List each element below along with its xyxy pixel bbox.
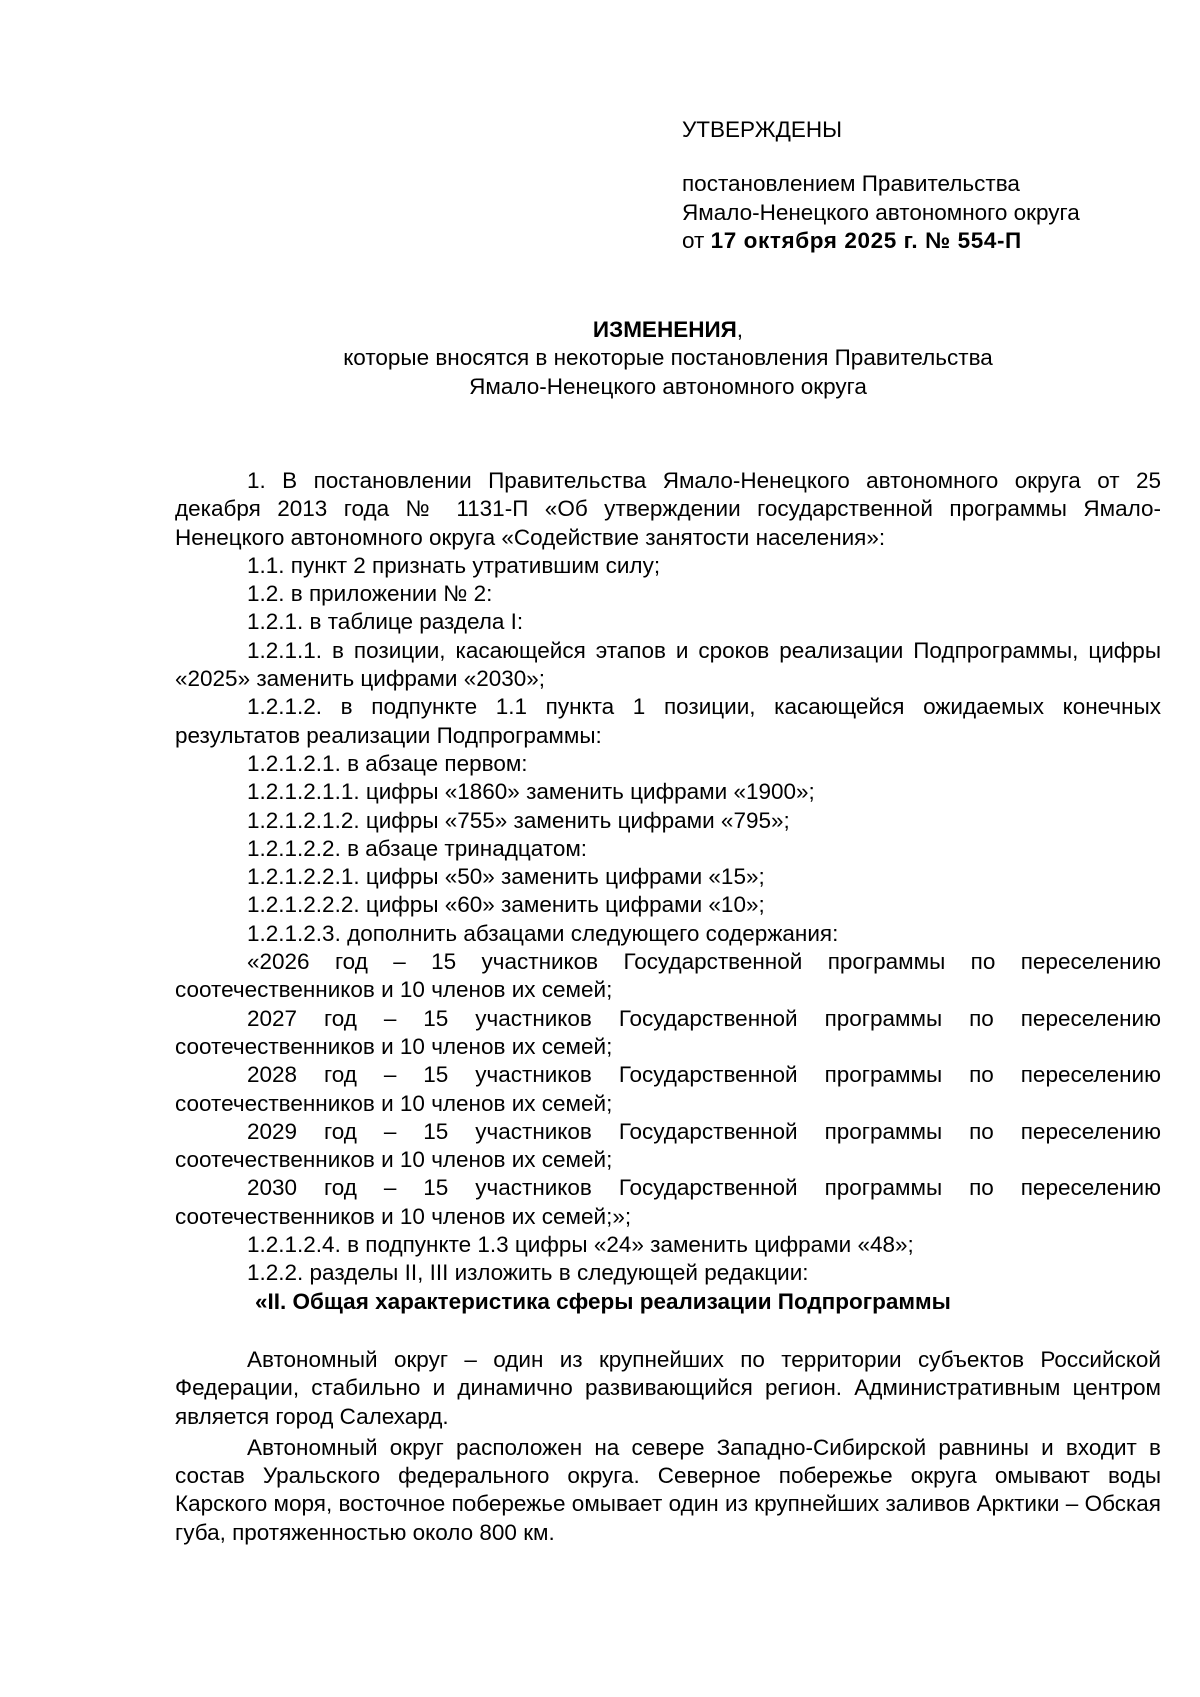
paragraph: 2030 год – 15 участников Государственной программы по переселению соотечественников и 10 членов их семей;»; <box>175 1175 1161 1229</box>
paragraph: 1.2.1.2. в подпункте 1.1 пункта 1 позиции, касающейся ожидаемых конечных результатов реализации Подпрограммы: <box>175 694 1161 748</box>
spacer <box>175 1316 1161 1346</box>
section-heading: «II. Общая характеристика сферы реализации Подпрограммы <box>255 1288 951 1314</box>
approval-prefix: от <box>682 227 705 253</box>
paragraph: 1.2.1.2.1. в абзаце первом: <box>247 750 528 776</box>
document-title <box>175 316 1161 401</box>
paragraph: 1.2.1.2.2.1. цифры «50» заменить цифрами «15»; <box>247 864 765 890</box>
document-body <box>175 467 1161 1547</box>
approval-heading: УТВЕРЖДЕНЫ <box>682 117 842 142</box>
section-paragraph: Автономный округ расположен на севере Западно-Сибирской равнины и входит в состав Уральского федерального округа. Северное побережье округа омывают воды Карского моря, восточное побережье омывает один из крупнейших заливов Арктики – Обская губа, протяженностью около 800 км. <box>175 1434 1161 1545</box>
approval-line-2: Ямало-Ненецкого автономного округа <box>682 199 1080 225</box>
paragraph: 1.2.2. разделы II, III изложить в следующей редакции: <box>247 1260 809 1286</box>
paragraph: 1. В постановлении Правительства Ямало-Ненецкого автономного округа от 25 декабря 2013 года № 1131-П «Об утверждении государственной программы Ямало-Ненецкого автономного округа «Содействие занятости населения»: <box>175 468 1161 550</box>
paragraph: 1.2.1.2.1.2. цифры «755» заменить цифрами «795»; <box>247 807 790 833</box>
title-subtitle-2: Ямало-Ненецкого автономного округа <box>469 373 867 399</box>
approval-line-1: постановлением Правительства <box>682 171 1020 197</box>
paragraph: 1.2.1.2.1.1. цифры «1860» заменить цифрами «1900»; <box>247 779 815 805</box>
approval-block <box>682 116 1162 255</box>
section-paragraph: Автономный округ – один из крупнейших по территории субъектов Российской Федерации, стабильно и динамично развивающийся регион. Административным центром является город Салехард. <box>175 1346 1161 1429</box>
paragraph: 1.2.1.2.2.2. цифры «60» заменить цифрами «10»; <box>247 892 765 918</box>
paragraph: 1.2.1.2.2. в абзаце тринадцатом: <box>247 835 588 861</box>
title-comma: , <box>736 317 744 342</box>
paragraph: 2029 год – 15 участников Государственной программы по переселению соотечественников и 10 членов их семей; <box>175 1118 1161 1173</box>
paragraph: 1.1. пункт 2 признать утратившим силу; <box>247 552 661 578</box>
paragraph: 2027 год – 15 участников Государственной программы по переселению соотечественников и 10 членов их семей; <box>175 1005 1161 1059</box>
title-main-line <box>175 316 1161 344</box>
approval-date-number: 17 октября 2025 г. № 554-П <box>710 227 1022 253</box>
paragraph: 1.2.1.2.3. дополнить абзацами следующего содержания: <box>247 920 839 946</box>
paragraph: 1.2.1.2.4. в подпункте 1.3 цифры «24» заменить цифрами «48»; <box>247 1232 914 1258</box>
title-main: ИЗМЕНЕНИЯ <box>592 317 737 342</box>
paragraph: 1.2. в приложении № 2: <box>247 581 493 607</box>
approval-signature-line <box>682 227 1162 255</box>
paragraph: «2026 год – 15 участников Государственной программы по переселению соотечественников и 10 членов их семей; <box>175 949 1161 1003</box>
paragraph: 1.2.1.1. в позиции, касающейся этапов и сроков реализации Подпрограммы, цифры «2025» заменить цифрами «2030»; <box>175 637 1161 692</box>
title-subtitle-1: которые вносятся в некоторые постановления Правительства <box>343 345 993 371</box>
paragraph: 2028 год – 15 участников Государственной программы по переселению соотечественников и 10 членов их семей; <box>175 1062 1161 1116</box>
paragraph: 1.2.1. в таблице раздела I: <box>247 609 524 635</box>
